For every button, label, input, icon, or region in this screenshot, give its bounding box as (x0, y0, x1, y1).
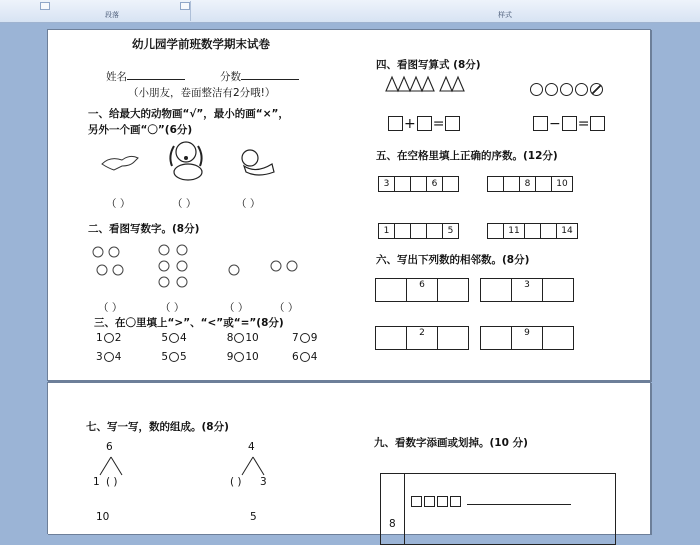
triangles-image (384, 75, 484, 93)
name-field: 姓名 (106, 68, 185, 84)
box-divider (404, 474, 405, 544)
tree-top-number: 10 (96, 511, 110, 523)
sequence-row: 3 6 (379, 176, 459, 192)
section-5-title: 五、在空格里填上正确的序数。(12分) (376, 150, 558, 162)
ribbon-group-styles: 样式 (498, 11, 512, 19)
addition-equation: + = (388, 113, 460, 132)
answer-paren[interactable]: （ ） (172, 198, 197, 210)
answer-box[interactable] (533, 116, 548, 131)
tree-top-number: 6 (106, 441, 113, 453)
section-7-title: 七、写一写，数的组成。(8分) (86, 421, 229, 433)
sequence-row: 11 14 (488, 223, 578, 239)
answer-line[interactable] (467, 504, 571, 505)
neighbor-row: 2 (376, 326, 469, 350)
tree-answer-paren[interactable]: ( ) (230, 476, 242, 488)
answer-paren[interactable]: （ ） (224, 302, 249, 314)
answer-paren[interactable]: （ ） (236, 198, 261, 210)
ribbon-dialog-launcher[interactable] (180, 2, 190, 10)
document-page-2 (47, 382, 651, 534)
answer-box[interactable] (388, 116, 403, 131)
section-9-title: 九、看数字添画或划掉。(10 分) (374, 437, 528, 449)
box-number: 8 (389, 518, 396, 530)
counting-animals-image (88, 242, 338, 292)
tree-top-number: 4 (248, 441, 255, 453)
neighbor-row: 6 (376, 278, 469, 302)
small-animal-image (100, 150, 142, 176)
tree-answer-paren[interactable]: ( ) (106, 476, 118, 488)
answer-box[interactable] (445, 116, 460, 131)
tree-top-number: 5 (250, 511, 257, 523)
tree-right-number: 3 (260, 476, 267, 488)
note-text: （小朋友，卷面整洁有2分哦!） (128, 87, 276, 99)
ribbon-separator (190, 1, 191, 21)
decomposition-branch-icon (96, 455, 126, 477)
answer-box[interactable] (417, 116, 432, 131)
answer-box[interactable] (590, 116, 605, 131)
compare-row-1: 1 2 5 4 8 10 7 9 (96, 332, 318, 344)
neighbor-row: 9 (481, 326, 574, 350)
neighbor-row: 3 (481, 278, 574, 302)
square-marks (411, 491, 461, 510)
answer-paren[interactable]: （ ） (106, 198, 131, 210)
sequence-row: 8 10 (488, 176, 573, 192)
section-3-title: 三、在〇里填上“>”、“<”或“=”(8分) (94, 317, 284, 329)
answer-paren[interactable]: （ ） (98, 302, 123, 314)
answer-box[interactable] (562, 116, 577, 131)
ribbon-dialog-launcher[interactable] (40, 2, 50, 10)
section-6-title: 六、写出下列数的相邻数。(8分) (376, 254, 530, 266)
ribbon-group-paragraph: 段落 (105, 11, 119, 19)
dog-image (164, 136, 210, 184)
ribbon-bar (0, 0, 700, 23)
tree-left-number: 1 (93, 476, 100, 488)
score-field: 分数 (220, 68, 299, 84)
section-2-title: 二、看图写数字。(8分) (88, 223, 200, 235)
answer-paren[interactable]: （ ） (160, 302, 185, 314)
subtraction-equation: − = (533, 113, 605, 132)
document-page-1 (47, 29, 651, 381)
section-4-title: 四、看图写算式 (8分) (376, 59, 481, 71)
section-1-title: 一、给最大的动物画“√”，最小的画“×”， (88, 108, 289, 120)
drawing-box (380, 473, 616, 545)
cat-image (236, 146, 278, 178)
decomposition-branch-icon (238, 455, 268, 477)
compare-row-2: 3 4 5 5 9 10 6 4 (96, 351, 318, 363)
circles-image (530, 81, 605, 100)
exam-title: 幼儿园学前班数学期末试卷 (132, 37, 270, 51)
answer-paren[interactable]: （ ） (274, 302, 299, 314)
section-1-title-line2: 另外一个画“〇”(6分) (88, 124, 193, 136)
sequence-row: 1 5 (379, 223, 459, 239)
